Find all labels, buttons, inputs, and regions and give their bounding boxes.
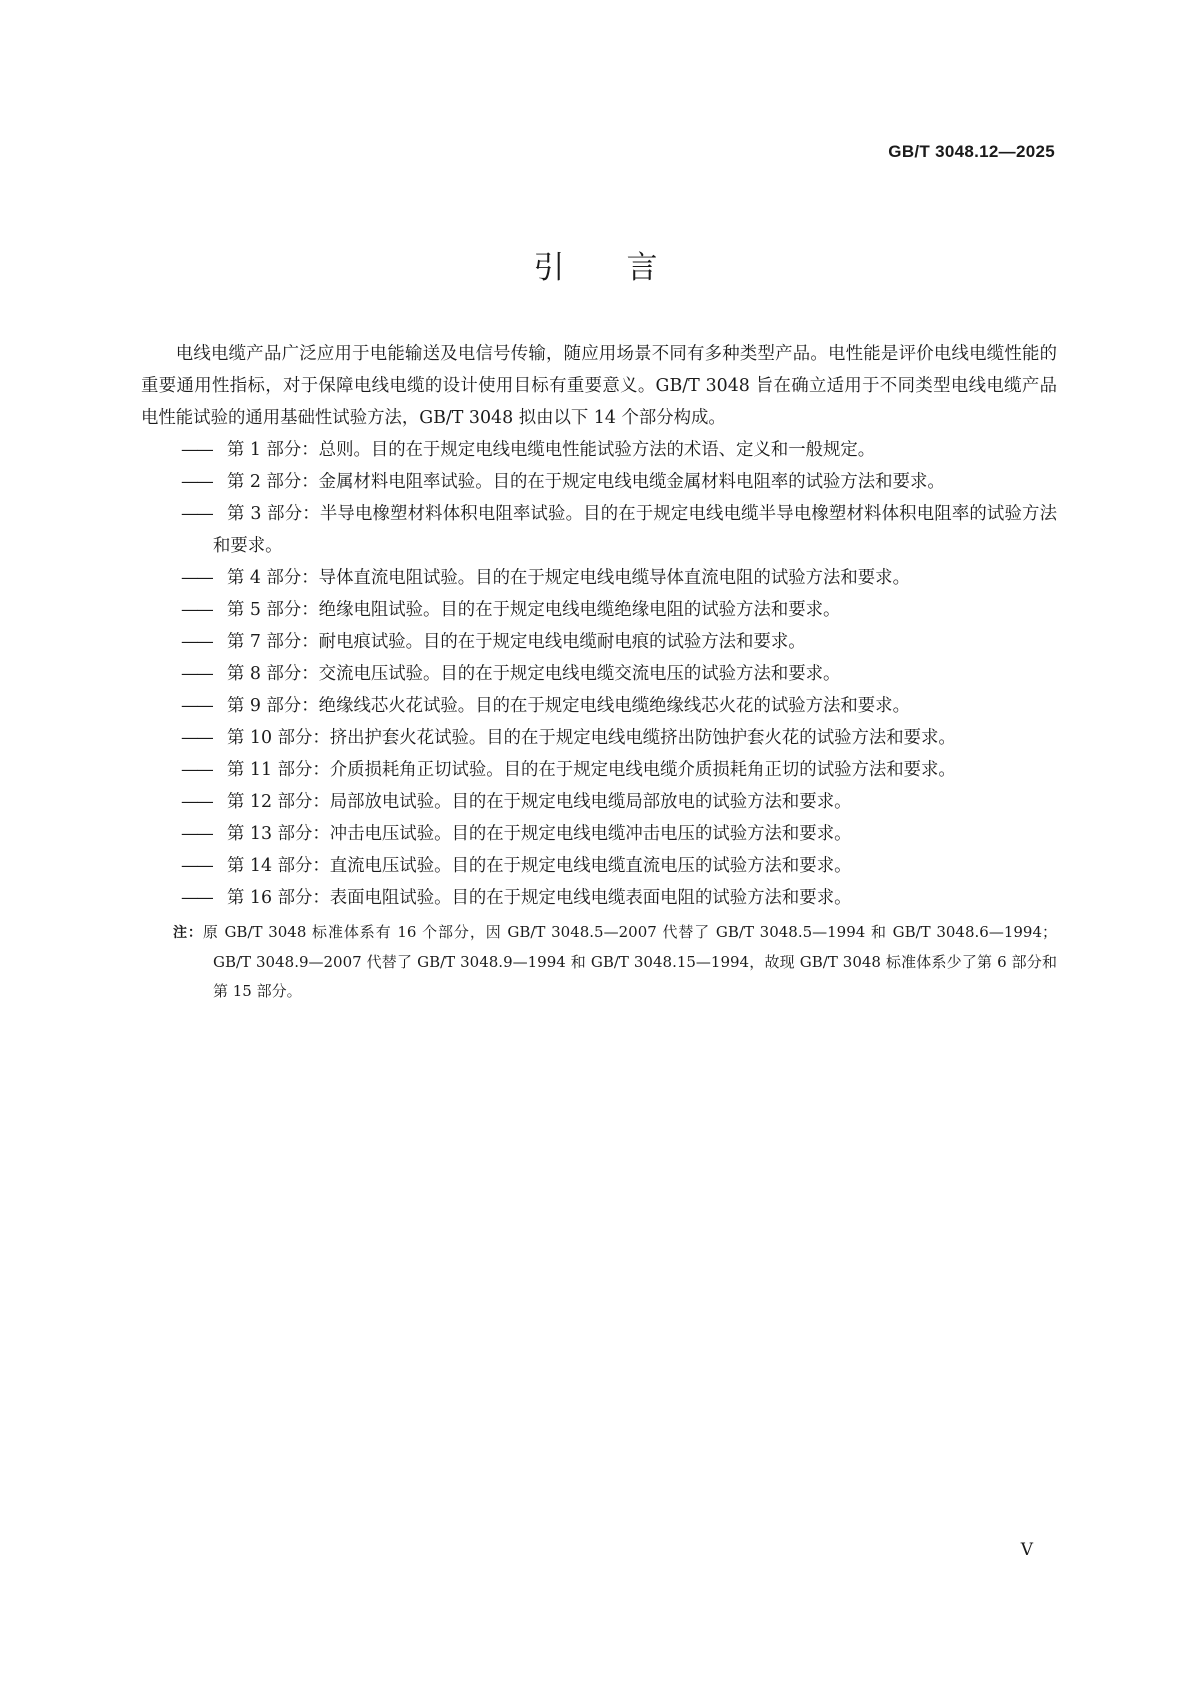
main-content xyxy=(141,338,1057,1006)
list-item-text: 第 2 部分：金属材料电阻率试验。目的在于规定电线电缆金属材料电阻率的试验方法和要求。 xyxy=(227,472,945,492)
page-title: 引言 xyxy=(533,250,720,286)
list-item-text: 第 13 部分：冲击电压试验。目的在于规定电线电缆冲击电压的试验方法和要求。 xyxy=(227,824,852,844)
note-label: 注： xyxy=(173,925,203,941)
list-dash: —— xyxy=(181,856,212,876)
page-number: V xyxy=(1020,1540,1033,1560)
list-item xyxy=(141,434,1057,466)
list-dash: —— xyxy=(181,824,212,844)
list-item-text: 第 11 部分：介质损耗角正切试验。目的在于规定电线电缆介质损耗角正切的试验方法和要求。 xyxy=(227,760,956,780)
list-item-text: 第 10 部分：挤出护套火花试验。目的在于规定电线电缆挤出防蚀护套火花的试验方法和要求。 xyxy=(227,728,956,748)
list-dash: —— xyxy=(181,568,212,588)
list-dash: —— xyxy=(181,632,212,652)
note-text: 原 GB/T 3048 标准体系有 16 个部分，因 GB/T 3048.5—2007 代替了 GB/T 3048.5—1994 和 GB/T 3048.6—1994；GB/T 3048.9—2007 代替了 GB/T 3048.9—1994 和 GB/T 3048.15—1994，故现 GB/T 3048 标准体系少了第 6 部分和第 15 部分。 xyxy=(202,923,1058,1000)
list-item-text: 第 7 部分：耐电痕试验。目的在于规定电线电缆耐电痕的试验方法和要求。 xyxy=(227,632,806,652)
list-dash: —— xyxy=(181,728,212,748)
list-dash: —— xyxy=(181,696,212,716)
list-item-text: 第 14 部分：直流电压试验。目的在于规定电线电缆直流电压的试验方法和要求。 xyxy=(227,856,852,876)
list-item-text: 第 1 部分：总则。目的在于规定电线电缆电性能试验方法的术语、定义和一般规定。 xyxy=(227,440,876,460)
list-dash: —— xyxy=(181,472,212,492)
list-dash: —— xyxy=(181,888,212,908)
list-item xyxy=(141,754,1057,786)
list-item-text: 第 3 部分：半导电橡塑材料体积电阻率试验。目的在于规定电线电缆半导电橡塑材料体积电阻率的试验方法和要求。 xyxy=(213,504,1057,556)
list-item-text: 第 5 部分：绝缘电阻试验。目的在于规定电线电缆绝缘电阻的试验方法和要求。 xyxy=(227,600,841,620)
list-item-text: 第 9 部分：绝缘线芯火花试验。目的在于规定电线电缆绝缘线芯火花的试验方法和要求。 xyxy=(227,696,910,716)
list-dash: —— xyxy=(181,504,212,524)
list-item-text: 第 4 部分：导体直流电阻试验。目的在于规定电线电缆导体直流电阻的试验方法和要求。 xyxy=(227,568,910,588)
list-dash: —— xyxy=(181,664,212,684)
list-dash: —— xyxy=(181,792,212,812)
list-item xyxy=(141,882,1057,914)
list-dash: —— xyxy=(181,440,212,460)
list-item xyxy=(141,594,1057,626)
list-item xyxy=(141,786,1057,818)
list-item-text: 第 8 部分：交流电压试验。目的在于规定电线电缆交流电压的试验方法和要求。 xyxy=(227,664,841,684)
list-item xyxy=(141,466,1057,498)
list-item-text: 第 16 部分：表面电阻试验。目的在于规定电线电缆表面电阻的试验方法和要求。 xyxy=(227,888,852,908)
list-item xyxy=(141,498,1057,562)
list-item xyxy=(141,690,1057,722)
list-dash: —— xyxy=(181,760,212,780)
standard-number: GB/T 3048.12—2025 xyxy=(888,142,1055,161)
intro-paragraph: 电线电缆产品广泛应用于电能输送及电信号传输，随应用场景不同有多种类型产品。电性能是评价电线电缆性能的重要通用性指标，对于保障电线电缆的设计使用目标有重要意义。GB/T 3048 旨在确立适用于不同类型电线电缆产品电性能试验的通用基础性试验方法，GB/T 3048 拟由以下 14 个部分构成。 xyxy=(141,344,1057,428)
list-item xyxy=(141,850,1057,882)
list-dash: —— xyxy=(181,600,212,620)
list-item xyxy=(141,658,1057,690)
parts-list xyxy=(141,434,1057,914)
list-item xyxy=(141,722,1057,754)
list-item-text: 第 12 部分：局部放电试验。目的在于规定电线电缆局部放电的试验方法和要求。 xyxy=(227,792,852,812)
list-item xyxy=(141,562,1057,594)
list-item xyxy=(141,626,1057,658)
list-item xyxy=(141,818,1057,850)
note xyxy=(141,918,1057,1006)
